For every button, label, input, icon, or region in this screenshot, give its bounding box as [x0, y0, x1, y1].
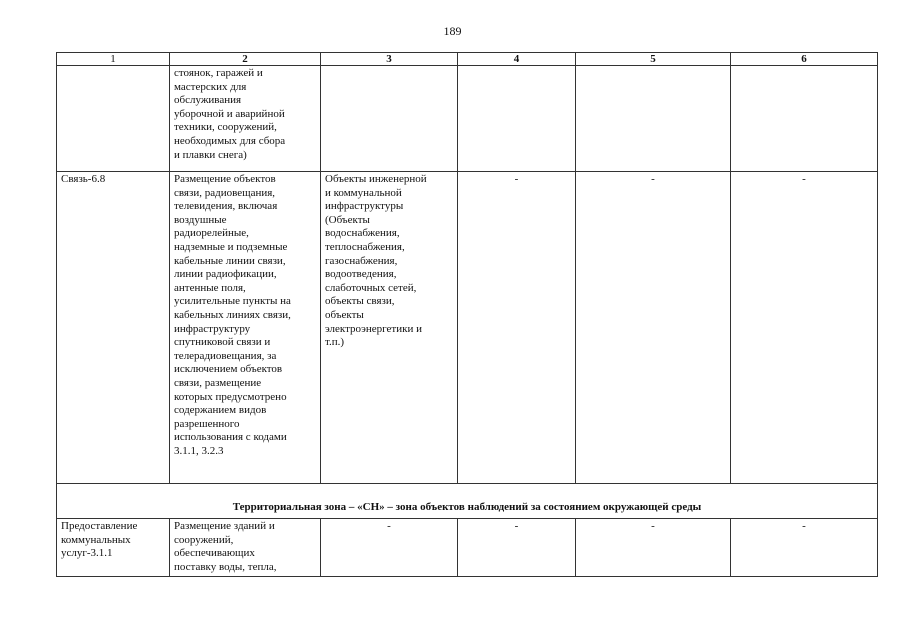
cell-continuation-col6	[731, 66, 878, 172]
table-row-continuation	[57, 66, 878, 172]
column-header-2: 2	[170, 53, 321, 66]
column-header-4: 4	[458, 53, 576, 66]
cell-svyaz-col6: -	[731, 172, 878, 484]
cell-continuation-col3	[321, 66, 458, 172]
cell-continuation-col5	[576, 66, 731, 172]
cell-svyaz-code: Связь-6.8	[57, 172, 170, 484]
page-number: 189	[443, 24, 462, 38]
cell-svyaz-col5: -	[576, 172, 731, 484]
table-row-svyaz	[57, 172, 878, 484]
cell-continuation-col4	[458, 66, 576, 172]
cell-kommunal-col3: -	[321, 519, 458, 577]
cell-kommunal-col4: -	[458, 519, 576, 577]
cell-kommunal-col6: -	[731, 519, 878, 577]
cell-continuation-description: стоянок, гаражей и мастерских для обслуживания уборочной и аварийной техники, сооружений, необходимых для сбора и плавки снега)	[170, 66, 321, 172]
column-header-6: 6	[731, 53, 878, 66]
column-header-1: 1	[57, 53, 170, 66]
column-header-3: 3	[321, 53, 458, 66]
cell-svyaz-description: Размещение объектов связи, радиовещания, телевидения, включая воздушные радиорелейные, надземные и подземные кабельные линии связи, линии радиофикации, антенные поля, усилительные пункты на кабельных линиях связи, инфраструктуру спутниковой связи и телерадиовещания, за исключением объектов связи, размещение которых предусмотрено содержанием видов разрешенного использования с кодами 3.1.1, 3.2.3	[170, 172, 321, 484]
cell-kommunal-description: Размещение зданий и сооружений, обеспечивающих поставку воды, тепла,	[170, 519, 321, 577]
cell-kommunal-code: Предоставление коммунальных услуг-3.1.1	[57, 519, 170, 577]
zone-heading: Территориальная зона – «СН» – зона объектов наблюдений за состоянием окружающей среды	[57, 484, 878, 519]
cell-svyaz-objects: Объекты инженерной и коммунальной инфраструктуры (Объекты водоснабжения, теплоснабжения, газоснабжения, водоотведения, слаботочных сетей, объекты связи, объекты электроэнергетики и т.п.)	[321, 172, 458, 484]
zone-heading-row	[57, 484, 878, 519]
cell-continuation-col1	[57, 66, 170, 172]
column-header-5: 5	[576, 53, 731, 66]
table-row-kommunal	[57, 519, 878, 577]
cell-svyaz-col4: -	[458, 172, 576, 484]
cell-kommunal-col5: -	[576, 519, 731, 577]
zoning-table	[56, 52, 878, 577]
table-header-row	[57, 53, 878, 66]
